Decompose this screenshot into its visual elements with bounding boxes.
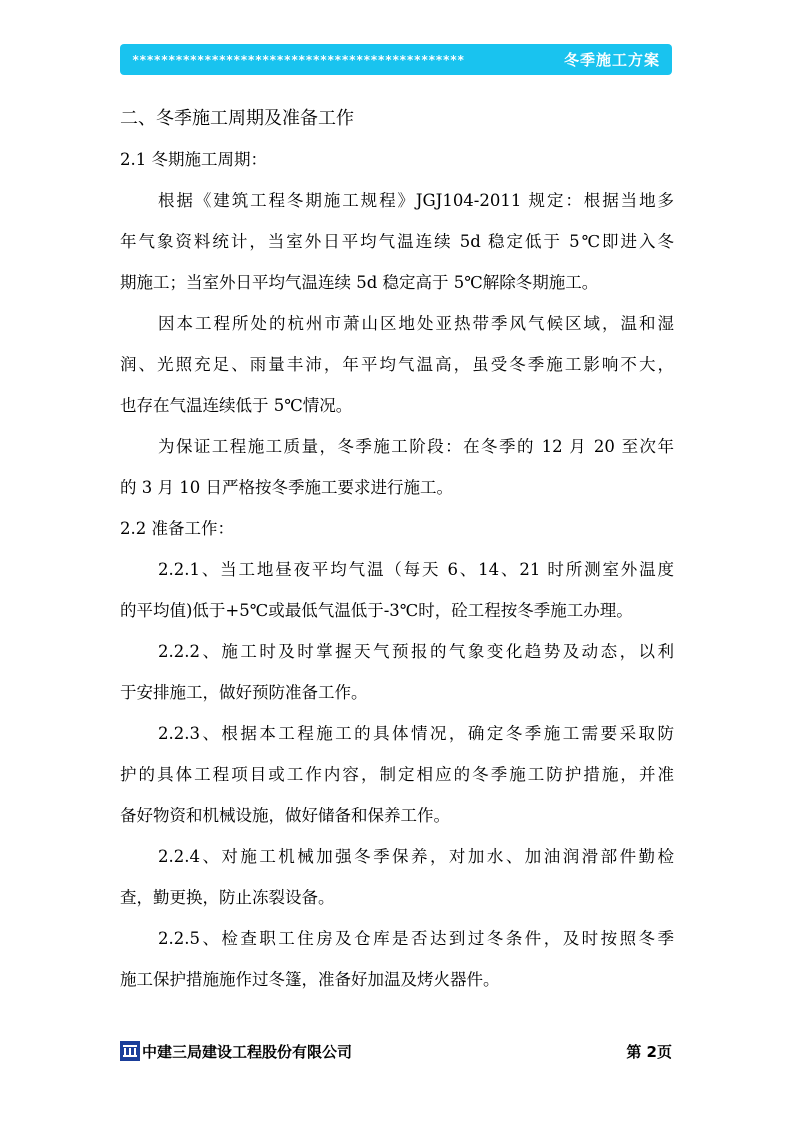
page-footer xyxy=(120,1038,672,1064)
paragraph-line: 年气象资料统计，当室外日平均气温连续 5d 稳定低于 5℃即进入冬 xyxy=(120,232,674,251)
list-item-line: 2.2.1、当工地昼夜平均气温（每天 6、14、21 时所测室外温度 xyxy=(158,560,674,579)
list-item-line: 护的具体工程项目或工作内容，制定相应的冬季施工防护措施，并准 xyxy=(120,765,674,784)
paragraph-line: 因本工程所处的杭州市萧山区地处亚热带季风气候区域，温和湿 xyxy=(158,314,674,333)
list-item-line: 查，勤更换，防止冻裂设备。 xyxy=(120,888,335,907)
header-title: 冬季施工方案 xyxy=(563,51,660,69)
page-header-bar xyxy=(120,44,672,75)
paragraph-line: 润、光照充足、雨量丰沛，年平均气温高，虽受冬季施工影响不大， xyxy=(120,355,674,374)
list-item-line: 的平均值)低于+5℃或最低气温低于-3℃时，砼工程按冬季施工办理。 xyxy=(120,601,633,620)
list-item-line: 2.2.4、对施工机械加强冬季保养，对加水、加油润滑部件勤检 xyxy=(158,847,674,866)
list-item-line: 2.2.2、施工时及时掌握天气预报的气象变化趋势及动态，以利 xyxy=(158,642,674,661)
list-item-line: 于安排施工，做好预防准备工作。 xyxy=(120,683,368,702)
subsection-title-2-2: 2.2 准备工作： xyxy=(120,519,234,538)
paragraph-line: 也存在气温连续低于 5℃情况。 xyxy=(120,396,353,415)
company-logo-icon xyxy=(120,1041,140,1061)
paragraph-line: 根据《建筑工程冬期施工规程》JGJ104-2011 规定：根据当地多 xyxy=(158,191,674,210)
footer-company-block xyxy=(120,1041,352,1062)
document-body xyxy=(120,98,674,1000)
header-decoration: ********************************************** xyxy=(132,52,465,67)
section-title: 二、冬季施工周期及准备工作 xyxy=(120,108,354,129)
page-number: 第 2页 xyxy=(626,1042,672,1061)
list-item-line: 2.2.5、检查职工住房及仓库是否达到过冬条件，及时按照冬季 xyxy=(158,929,674,948)
list-item-line: 2.2.3、根据本工程施工的具体情况，确定冬季施工需要采取防 xyxy=(158,724,674,743)
list-item-line: 备好物资和机械设施，做好储备和保养工作。 xyxy=(120,806,450,825)
subsection-title-2-1: 2.1 冬期施工周期： xyxy=(120,150,267,169)
paragraph-line: 的 3 月 10 日严格按冬季施工要求进行施工。 xyxy=(120,478,453,497)
list-item-line: 施工保护措施施作过冬篷，准备好加温及烤火器件。 xyxy=(120,970,500,989)
paragraph-line: 期施工；当室外日平均气温连续 5d 稳定高于 5℃解除冬期施工。 xyxy=(120,273,599,292)
company-name: 中建三局建设工程股份有限公司 xyxy=(142,1042,353,1061)
paragraph-line: 为保证工程施工质量，冬季施工阶段：在冬季的 12 月 20 至次年 xyxy=(158,437,674,456)
